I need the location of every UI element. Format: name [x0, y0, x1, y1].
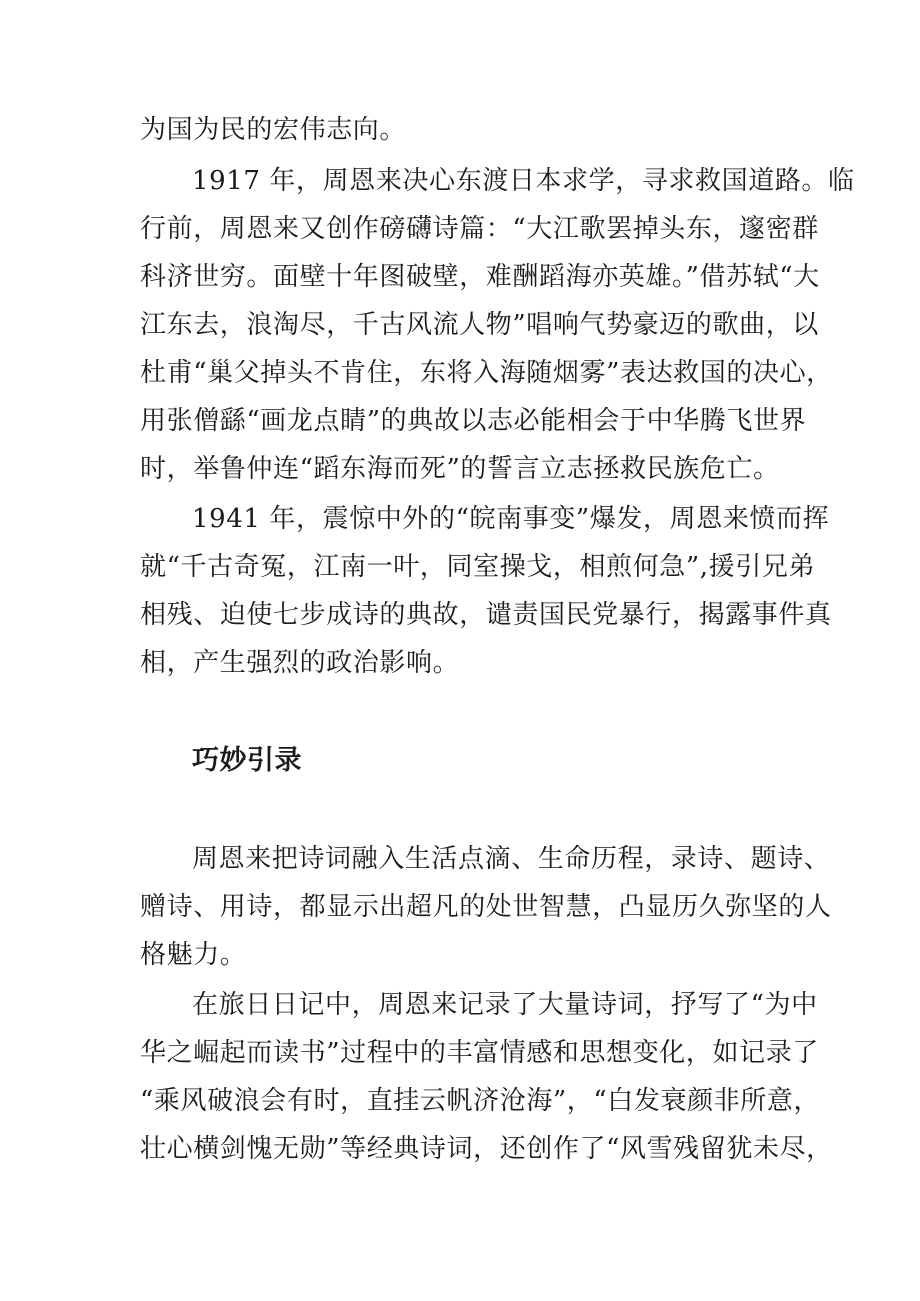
paragraph-line: 科济世穷。面壁十年图破壁，难酬蹈海亦英雄。”借苏轼“大 [140, 262, 820, 292]
paragraph-line: 为国为民的宏伟志向。 [140, 115, 407, 145]
paragraph-line: 在旅日日记中，周恩来记录了大量诗词，抒写了“为中 [192, 990, 818, 1020]
paragraph-line: 行前，周恩来又创作磅礴诗篇：“大江歌罢掉头东，邃密群 [140, 214, 819, 244]
paragraph-line: 就“千古奇冤，江南一叶，同室操戈，相煎何急”,援引兄弟 [140, 552, 816, 582]
paragraph-line: 周恩来把诗词融入生活点滴、生命历程，录诗、题诗、 [192, 844, 831, 874]
section-heading: 巧妙引录 [192, 745, 302, 776]
paragraph-line: 赠诗、用诗，都显示出超凡的处世智慧，凸显历久弥坚的人 [140, 892, 832, 922]
paragraph-line: 时，举鲁仲连“蹈东海而死”的誓言立志拯救民族危亡。 [140, 454, 780, 484]
paragraph-line: “乘风破浪会有时，直挂云帆济沧海”，“白发衰颜非所意， [140, 1086, 821, 1116]
paragraph-line: 杜甫“巢父掉头不肯住，东将入海随烟雾”表达救国的决心， [140, 358, 833, 388]
paragraph-line: 用张僧繇“画龙点睛”的典故以志必能相会于中华腾飞世界 [140, 406, 807, 436]
paragraph-line: 相，产生强烈的政治影响。 [140, 648, 460, 678]
paragraph-line: 江东去，浪淘尽，千古风流人物”唱响气势豪迈的歌曲，以 [140, 310, 819, 340]
paragraph-line: 1941 年，震惊中外的“皖南事变”爆发，周恩来愤而挥 [192, 504, 830, 534]
paragraph-line: 华之崛起而读书”过程中的丰富情感和思想变化，如记录了 [140, 1038, 819, 1068]
paragraph-line: 格魅力。 [140, 940, 247, 970]
paragraph-line: 相残、迫使七步成诗的典故，谴责国民党暴行，揭露事件真 [140, 600, 832, 630]
paragraph-line: 壮心横剑愧无勋”等经典诗词，还创作了“风雪残留犹未尽， [140, 1134, 833, 1164]
paragraph-line: 1917 年，周恩来决心东渡日本求学，寻求救国道路。临 [192, 166, 855, 196]
